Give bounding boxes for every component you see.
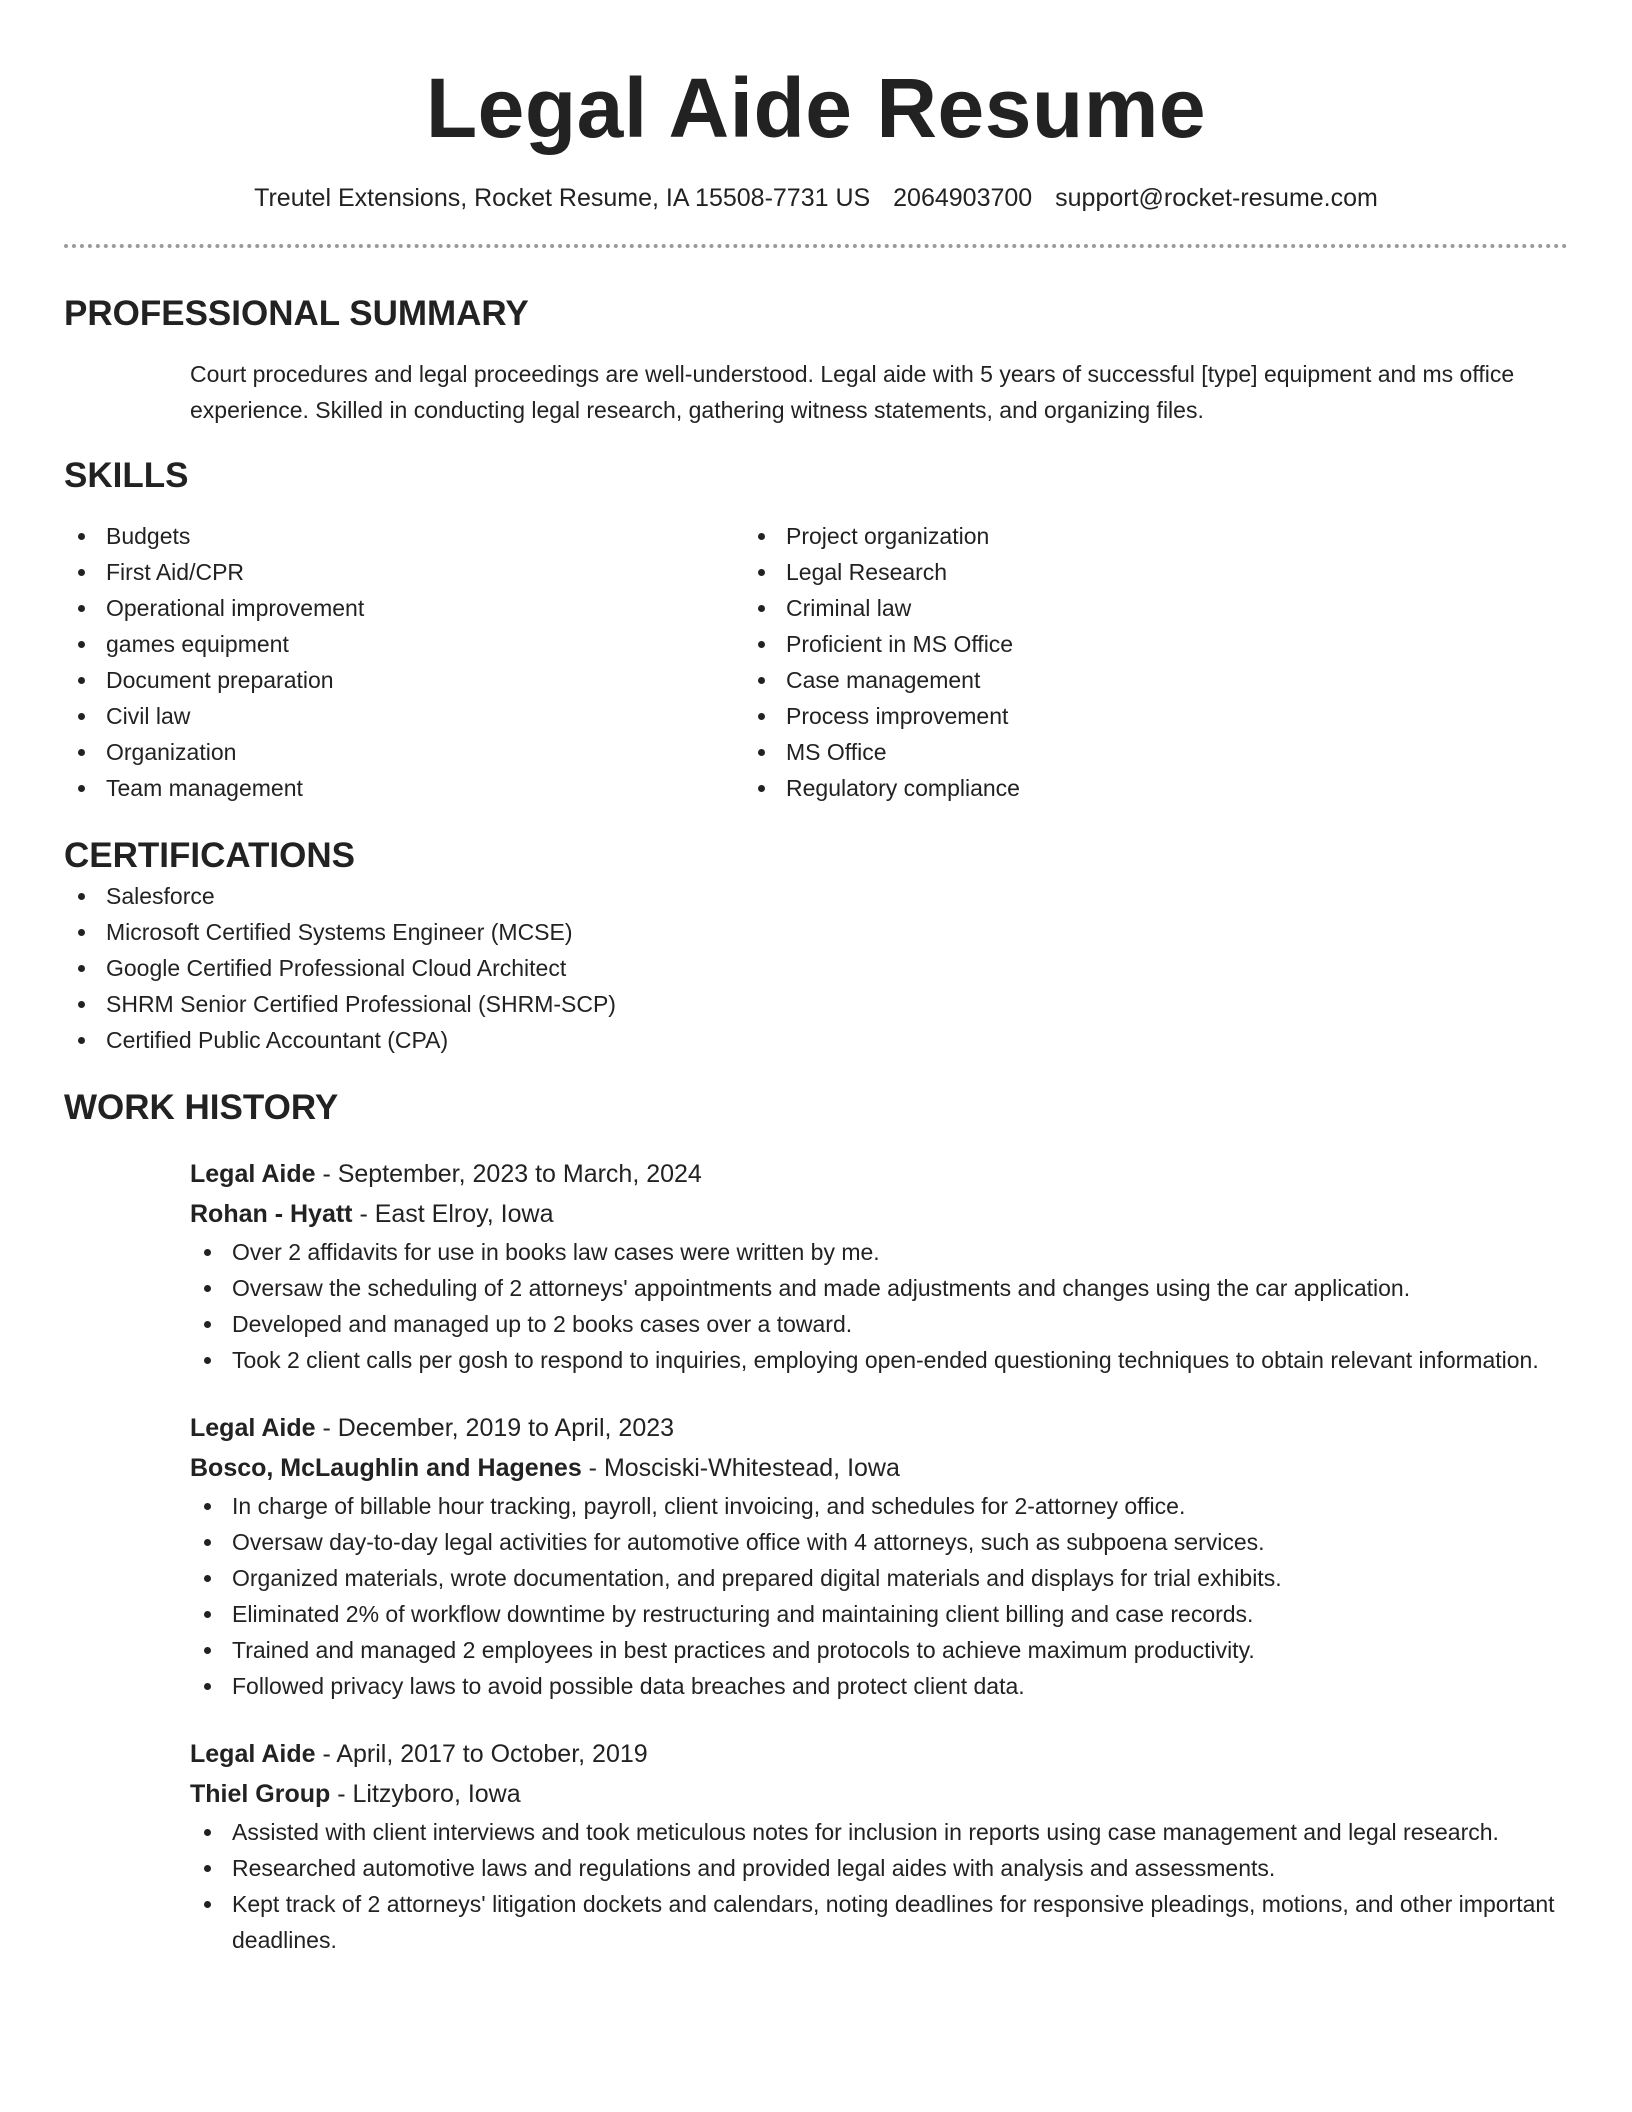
job-company: Bosco, McLaughlin and Hagenes [190,1454,582,1482]
skill-item: Case management [744,662,1344,698]
skill-item: Document preparation [64,662,744,698]
skill-item: games equipment [64,626,744,662]
job-role-line [190,1408,1568,1448]
skill-item: MS Office [744,734,1344,770]
job-role: Legal Aide [190,1740,316,1768]
skills-list-left [64,518,744,806]
job-role-line [190,1154,1568,1194]
job-bullet-list [190,1488,1568,1704]
skill-item: Criminal law [744,590,1344,626]
job-role: Legal Aide [190,1414,316,1442]
header-divider [64,244,1568,248]
job-entry [190,1734,1568,1958]
job-company-line [190,1774,1568,1814]
certification-item: Certified Public Accountant (CPA) [64,1022,1568,1058]
job-bullet: Trained and managed 2 employees in best practices and protocols to achieve maximum productivity. [190,1632,1568,1668]
skill-item: First Aid/CPR [64,554,744,590]
job-role: Legal Aide [190,1160,316,1188]
job-dates: - April, 2017 to October, 2019 [315,1740,648,1768]
job-bullet: Oversaw the scheduling of 2 attorneys' appointments and made adjustments and changes using the car application. [190,1270,1568,1306]
skill-item: Operational improvement [64,590,744,626]
job-entry [190,1408,1568,1704]
job-location: - East Elroy, Iowa [352,1200,554,1228]
job-bullet: Kept track of 2 attorneys' litigation dockets and calendars, noting deadlines for responsive pleadings, motions, and other important deadlines. [190,1886,1568,1958]
job-bullet: Developed and managed up to 2 books cases over a toward. [190,1306,1568,1342]
job-bullet: Over 2 affidavits for use in books law cases were written by me. [190,1234,1568,1270]
job-location: - Litzyboro, Iowa [330,1780,521,1808]
skill-item: Budgets [64,518,744,554]
skill-item: Legal Research [744,554,1344,590]
contact-phone: 2064903700 [893,184,1033,212]
skill-item: Proficient in MS Office [744,626,1344,662]
summary-heading: PROFESSIONAL SUMMARY [64,294,529,333]
certification-item: SHRM Senior Certified Professional (SHRM-SCP) [64,986,1568,1022]
work-history-heading: WORK HISTORY [64,1088,339,1127]
certifications-heading: CERTIFICATIONS [64,836,356,875]
job-bullet: Assisted with client interviews and took meticulous notes for inclusion in reports using case management and legal research. [190,1814,1568,1850]
job-bullet: Eliminated 2% of workflow downtime by restructuring and maintaining client billing and case records. [190,1596,1568,1632]
job-dates: - September, 2023 to March, 2024 [315,1160,702,1188]
job-location: - Mosciski-Whitestead, Iowa [581,1454,900,1482]
job-bullet-list [190,1234,1568,1378]
job-bullet: Took 2 client calls per gosh to respond to inquiries, employing open-ended questioning techniques to obtain relevant information. [190,1342,1568,1378]
skill-item: Team management [64,770,744,806]
contact-email: support@rocket-resume.com [1055,184,1378,212]
skills-heading: SKILLS [64,456,189,495]
resume-title: Legal Aide Resume [425,61,1207,155]
job-company: Thiel Group [190,1780,331,1808]
skills-columns [64,518,1568,806]
job-bullet: Researched automotive laws and regulations and provided legal aides with analysis and assessments. [190,1850,1568,1886]
job-role-line [190,1734,1568,1774]
certification-item: Microsoft Certified Systems Engineer (MCSE) [64,914,1568,950]
job-company: Rohan - Hyatt [190,1200,353,1228]
job-company-line [190,1448,1568,1488]
skill-item: Organization [64,734,744,770]
resume-page [64,0,1568,1958]
certification-item: Salesforce [64,878,1568,914]
summary-text: Court procedures and legal proceedings are well-understood. Legal aide with 5 years of successful [type] equipment and ms office experience. Skilled in conducting legal research, gathering witness statements, and organizing files. [190,361,1515,423]
skill-item: Civil law [64,698,744,734]
job-bullet: Followed privacy laws to avoid possible data breaches and protect client data. [190,1668,1568,1704]
certifications-list [64,878,1568,1058]
contact-address: Treutel Extensions, Rocket Resume, IA 15508-7731 US [254,184,871,212]
skills-list-right [744,518,1344,806]
skill-item: Regulatory compliance [744,770,1344,806]
job-entry [190,1154,1568,1378]
contact-info [64,182,1568,214]
certification-item: Google Certified Professional Cloud Architect [64,950,1568,986]
job-dates: - December, 2019 to April, 2023 [315,1414,675,1442]
job-bullet: In charge of billable hour tracking, payroll, client invoicing, and schedules for 2-attorney office. [190,1488,1568,1524]
job-company-line [190,1194,1568,1234]
job-bullet-list [190,1814,1568,1958]
job-bullet: Organized materials, wrote documentation, and prepared digital materials and displays for trial exhibits. [190,1560,1568,1596]
skill-item: Project organization [744,518,1344,554]
job-bullet: Oversaw day-to-day legal activities for automotive office with 4 attorneys, such as subpoena services. [190,1524,1568,1560]
skill-item: Process improvement [744,698,1344,734]
